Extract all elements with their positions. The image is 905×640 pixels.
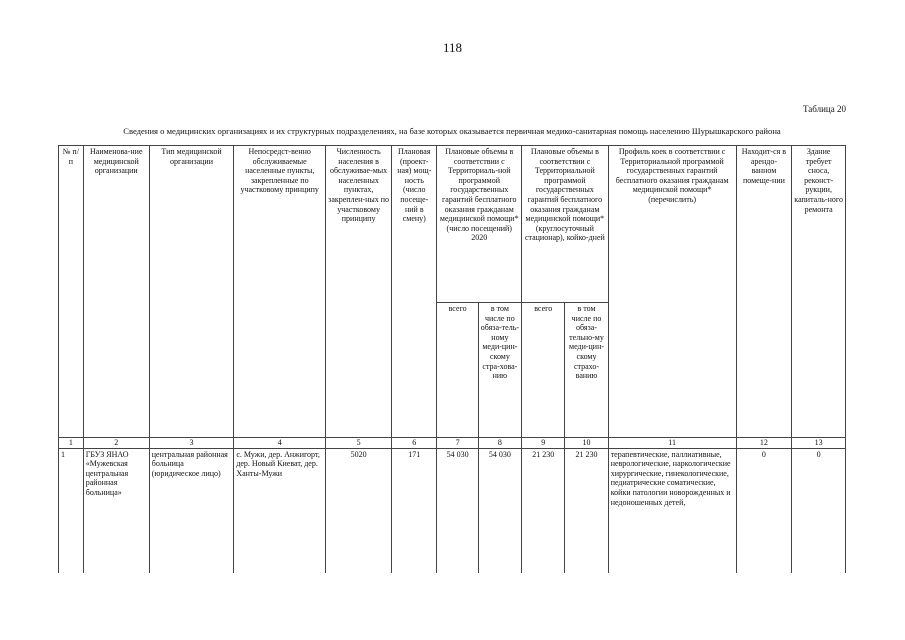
header-planned-visits: Плановые объемы в соответствии с Территориаль-ной программой государственных гарантий бесплатного оказания гражданам медицинской помощи* (число посещений) 2020	[437, 146, 522, 303]
beddays-oms: 21 230	[565, 448, 608, 573]
header-population: Численность населения в обслуживае-мых населенных пунктах, закреплен-ных по участковому принципу	[326, 146, 392, 438]
header-capacity: Плановая (проект-ная) мощ-ность (число посеще-ний в смену)	[392, 146, 437, 438]
population: 5020	[326, 448, 392, 573]
header-building-repair: Здание требует сноса, реконст-рукции, капиталь-ного ремонта	[792, 146, 846, 438]
capacity: 171	[392, 448, 437, 573]
column-number: 13	[792, 438, 846, 449]
subheader-visits-total: всего	[437, 303, 478, 438]
column-numbers-row	[59, 438, 846, 449]
column-number: 6	[392, 438, 437, 449]
subheader-beddays-total: всего	[522, 303, 565, 438]
table-number: Таблица 20	[803, 104, 846, 114]
column-number: 5	[326, 438, 392, 449]
header-planned-bed-days: Плановые объемы в соответствии с Территориальной программой государственных гарантий бесплатного оказания гражданам медицинской помощи* (круглосуточный стационар), койко-дней	[522, 146, 609, 303]
column-number: 12	[736, 438, 792, 449]
organization-type: центральная районная больница (юридическое лицо)	[149, 448, 234, 573]
column-number: 11	[608, 438, 736, 449]
rented-premises: 0	[736, 448, 792, 573]
beddays-total: 21 230	[522, 448, 565, 573]
header-row	[59, 146, 846, 303]
table-caption: Сведения о медицинских организациях и их структурных подразделениях, на базе которых оказывается первичная медико-санитарная помощь населению Шурышкарского района	[123, 126, 781, 136]
header-bed-profile: Профиль коек в соответствии с Территориальной программой государственных гарантий бесплатного оказания гражданам медицинской помощи* (перечислить)	[608, 146, 736, 438]
table-row	[59, 448, 846, 573]
header-organization-type: Тип медицинской организации	[149, 146, 234, 438]
medical-organizations-table	[58, 145, 846, 573]
column-number: 9	[522, 438, 565, 449]
header-organization-name: Наименова-ние медицинской организации	[83, 146, 149, 438]
header-settlements: Непосредст-венно обслуживаемые населенные пункты, закрепленные по участковому принципу	[234, 146, 326, 438]
column-number: 2	[83, 438, 149, 449]
column-number: 3	[149, 438, 234, 449]
subheader-beddays-oms: в том числе по обяза-тельно-му меди-цин-скому страхо-ванию	[565, 303, 608, 438]
subheader-visits-oms: в том числе по обяза-тель-ному меди-цин-скому стра-хова-нию	[478, 303, 521, 438]
building-repair: 0	[792, 448, 846, 573]
settlements: с. Мужи, дер. Анжигорт, дер. Новый Киеват, дер. Ханты-Мужи	[234, 448, 326, 573]
header-rented-premises: Находит-ся в арендо-ванном помеще-нии	[736, 146, 792, 438]
column-number: 10	[565, 438, 608, 449]
row-number: 1	[59, 448, 84, 573]
bed-profile: терапевтические, паллиативные, неврологические, наркологические хирургические, гинекологические, педиатрические соматические, койки патологии новорожденных и недоношенных детей,	[608, 448, 736, 573]
visits-total: 54 030	[437, 448, 478, 573]
column-number: 8	[478, 438, 521, 449]
organization-name: ГБУЗ ЯНАО «Мужевская центральная районная больница»	[83, 448, 149, 573]
visits-oms: 54 030	[478, 448, 521, 573]
column-number: 4	[234, 438, 326, 449]
page-number: 118	[442, 40, 463, 55]
header-number: № п/п	[59, 146, 84, 438]
column-number: 7	[437, 438, 478, 449]
column-number: 1	[59, 438, 84, 449]
